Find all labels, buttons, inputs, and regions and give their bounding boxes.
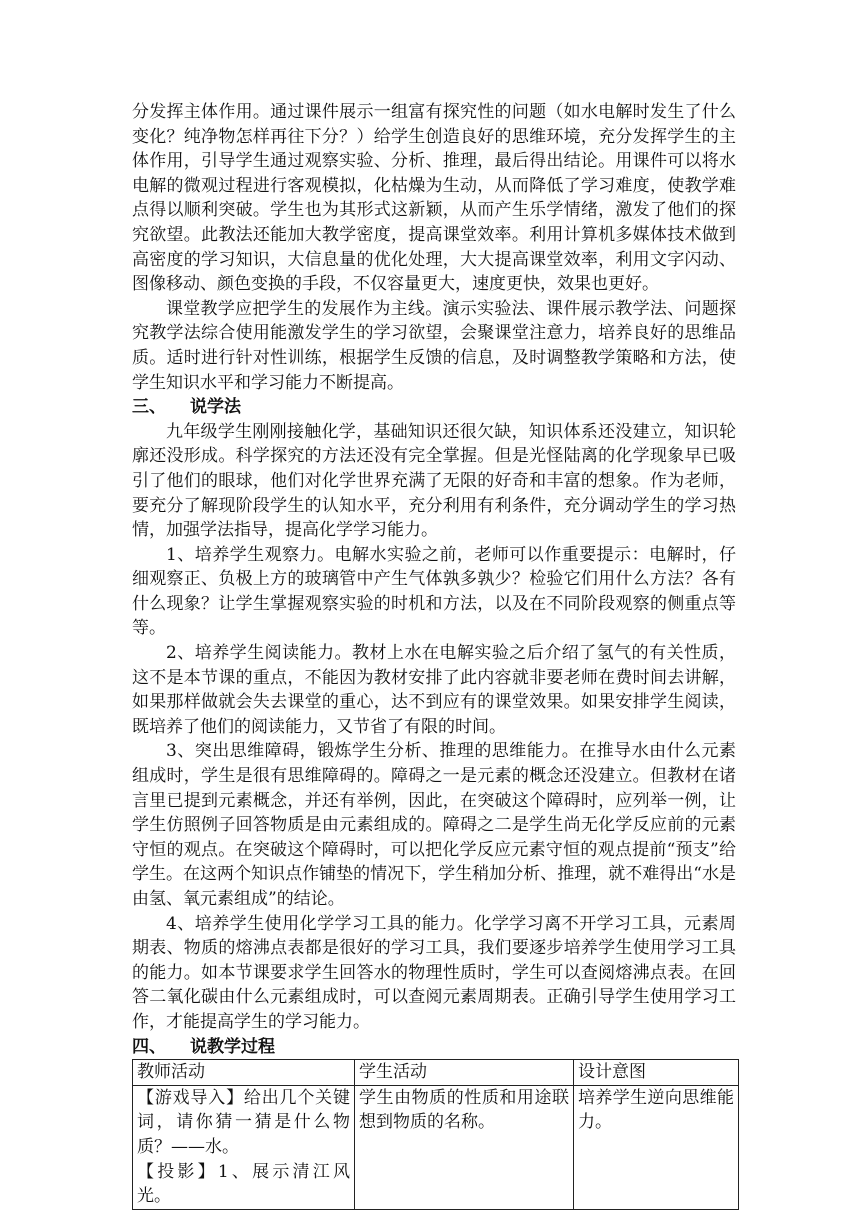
cell-student-activity: 学生由物质的性质和用途联想到物质的名称。 [355,1085,574,1209]
teacher-activity-game: 【游戏导入】给出几个关键词，请你猜一猜是什么物质？——水。 [137,1087,350,1157]
column-header-teacher: 教师活动 [133,1060,355,1086]
paragraph-study-intro: 九年级学生刚刚接触化学，基础知识还很欠缺，知识体系还没建立，知识轮廓还没形成。科学探究的方法还没有完全掌握。但是光怪陆离的化学现象早已吸引了他们的眼球，他们对化学世界充满了无限的好奇和丰富的想象。作为老师，要充分了解现阶段学生的认知水平，充分利用有利条件，充分调动学生的学习热情，加强学法指导，提高化学学习能力。 [132,421,736,541]
paragraph-tools: 4、培养学生使用化学学习工具的能力。化学学习离不开学习工具，元素周期表、物质的熔沸点表都是很好的学习工具，我们要逐步培养学生使用学习工具的能力。如本节课要求学生回答水的物理性质时，学生可以查阅熔沸点表。在回答二氧化碳由什么元素组成时，可以查阅元素周期表。正确引导学生使用学习工作，才能提高学生的学习能力。 [132,913,736,1032]
table-row [133,1085,739,1209]
section-title: 说学法 [190,397,241,418]
cell-teacher-activity [133,1085,355,1209]
column-header-student: 学生活动 [355,1060,574,1086]
section-number: 三、 [132,397,166,418]
table-header-row [133,1060,739,1086]
teaching-process-table [132,1059,739,1210]
section-heading-teaching-process [132,1035,736,1060]
section-title: 说教学过程 [190,1036,275,1057]
paragraph-reading: 2、培养学生阅读能力。教材上水在电解实验之后介绍了氢气的有关性质，这不是本节课的重点，不能因为教材安排了此内容就非要老师在费时间去讲解，如果那样做就会失去课堂的重心，达不到应有的课堂效果。如果安排学生阅读，既培养了他们的阅读能力，又节省了有限的时间。 [132,643,736,737]
cell-design-intent: 培养学生逆向思维能力。 [574,1085,739,1209]
paragraph-teaching-method-2: 课堂教学应把学生的发展作为主线。演示实验法、课件展示教学法、问题探究教学法综合使用能激发学生的学习欲望，会聚课堂注意力，培养良好的思维品质。适时进行针对性训练，根据学生反馈的信息，及时调整教学策略和方法，使学生知识水平和学习能力不断提高。 [132,298,736,393]
paragraph-observation: 1、培养学生观察力。电解水实验之前，老师可以作重要提示：电解时，仔细观察正、负极上方的玻璃管中产生气体孰多孰少？检验它们用什么方法？各有什么现象？让学生掌握观察实验的时机和方法，以及在不同阶段观察的侧重点等等。 [132,544,736,639]
document-page [132,100,736,1210]
section-number: 四、 [132,1036,166,1057]
section-heading-study-method [132,395,736,420]
column-header-intent: 设计意图 [574,1060,739,1086]
paragraph-teaching-method-1: 分发挥主体作用。通过课件展示一组富有探究性的问题（如水电解时发生了什么变化？纯净物怎样再往下分？）给学生创造良好的思维环境，充分发挥学生的主体作用，引导学生通过观察实验、分析、推理，最后得出结论。用课件可以将水电解的微观过程进行客观模拟，化枯燥为生动，从而降低了学习难度，使教学难点得以顺利突破。学生也为其形式这新颖，从而产生乐学情绪，激发了他们的探究欲望。此教法还能加大教学密度，提高课堂效率。利用计算机多媒体技术做到高密度的学习知识，大信息量的优化处理，大大提高课堂效率，利用文字闪动、图像移动、颜色变换的手段，不仅容量更大，速度更快，效果也更好。 [132,102,736,295]
teacher-activity-projection: 【投影】1、展示清江风光。 [137,1161,350,1207]
paragraph-thinking: 3、突出思维障碍，锻炼学生分析、推理的思维能力。在推导水由什么元素组成时，学生是很有思维障碍的。障碍之一是元素的概念还没建立。但教材在诸言里已提到元素概念，并还有举例，因此，在突破这个障碍时，应列举一例，让学生仿照例子回答物质是由元素组成的。障碍之二是学生尚无化学反应前的元素守恒的观点。在突破这个障碍时，可以把化学反应元素守恒的观点提前“预支”给学生。在这两个知识点作铺垫的情况下，学生稍加分析、推理，就不难得出“水是由氢、氧元素组成”的结论。 [132,741,736,909]
